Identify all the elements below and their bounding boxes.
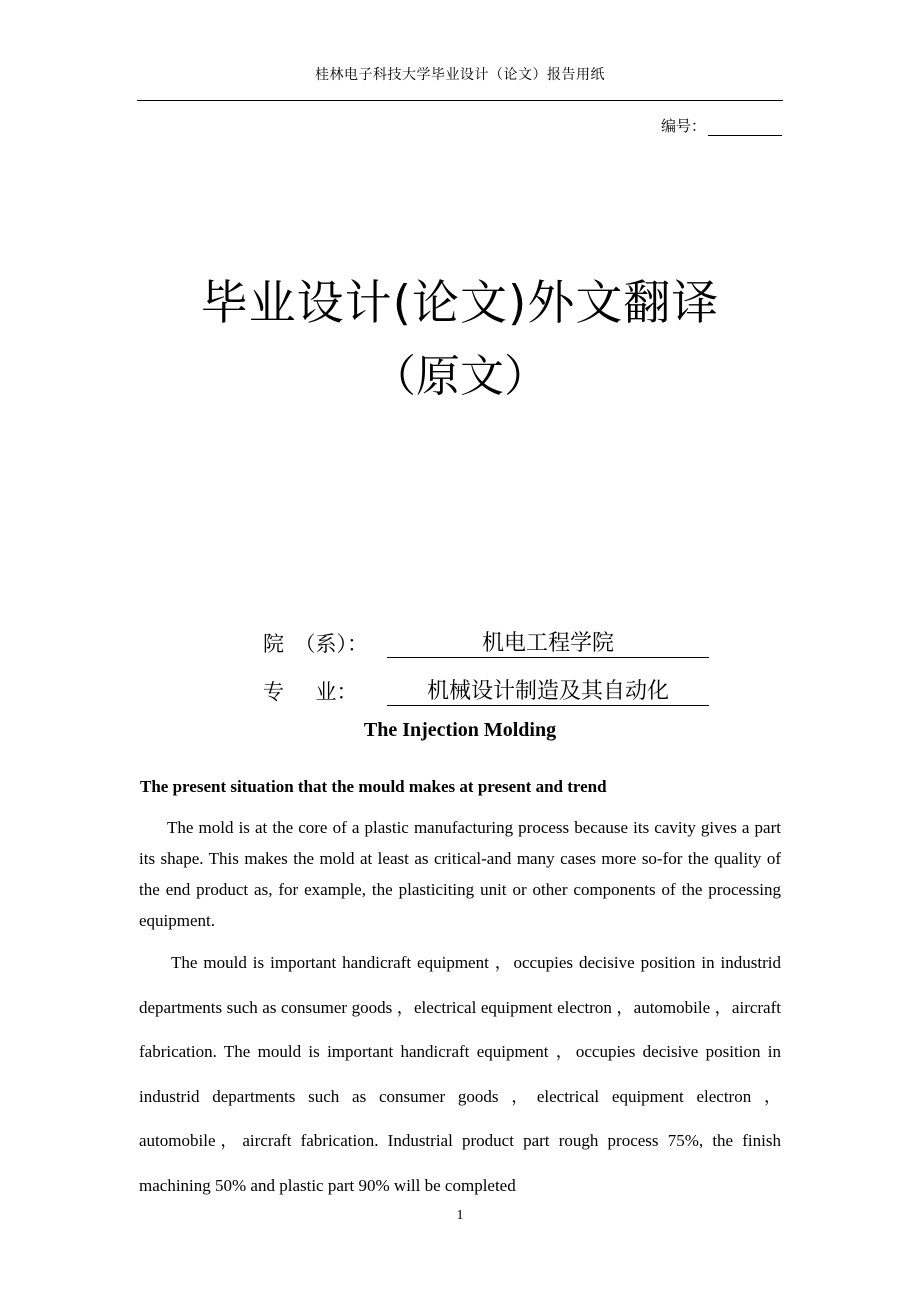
serial-number: [661, 115, 782, 136]
paragraph: The mold is at the core of a plastic manufacturing process because its cavity gives a part its shape. This makes the mold at least as critical-and many cases more so-for the quality of the end product as, for example, the plasticiting unit or other components of the processing equipment.: [139, 818, 781, 930]
field-major: [263, 676, 709, 706]
serial-label: 编号：: [660, 119, 706, 135]
field-label: 院 （系）：: [263, 632, 368, 656]
page-number: 1: [456, 1208, 464, 1223]
header-rule: [137, 100, 783, 101]
serial-blank: [708, 119, 782, 136]
paragraph: The mould is important handicraft equipment ，occupies decisive position in industrid departments such as consumer goods ，electrical equipment electron ，automobile ，aircraft fabrication. The mould is important handicraft equipment ，occupies decisive position in industrid departments such as consumer goods ，electrical equipment electron ，automobile，aircraft fabrication. Industrial product part rough process 75%, the finish machining 50% and plastic part 90% will be completed: [139, 953, 781, 1195]
page-subtitle: （原文）: [372, 351, 548, 402]
page-header: 桂林电子科技大学毕业设计（论文）报告用纸: [315, 68, 605, 83]
section-heading: The present situation that the mould makes at present and trend: [140, 777, 607, 796]
field-label: 专 业：: [263, 680, 358, 704]
page-title: 毕业设计(论文)外文翻译: [200, 276, 720, 331]
field-department: [263, 628, 709, 658]
field-value: 机械设计制造及其自动化: [387, 677, 709, 706]
field-value: 机电工程学院: [387, 629, 709, 658]
document-title: The Injection Molding: [363, 719, 557, 741]
